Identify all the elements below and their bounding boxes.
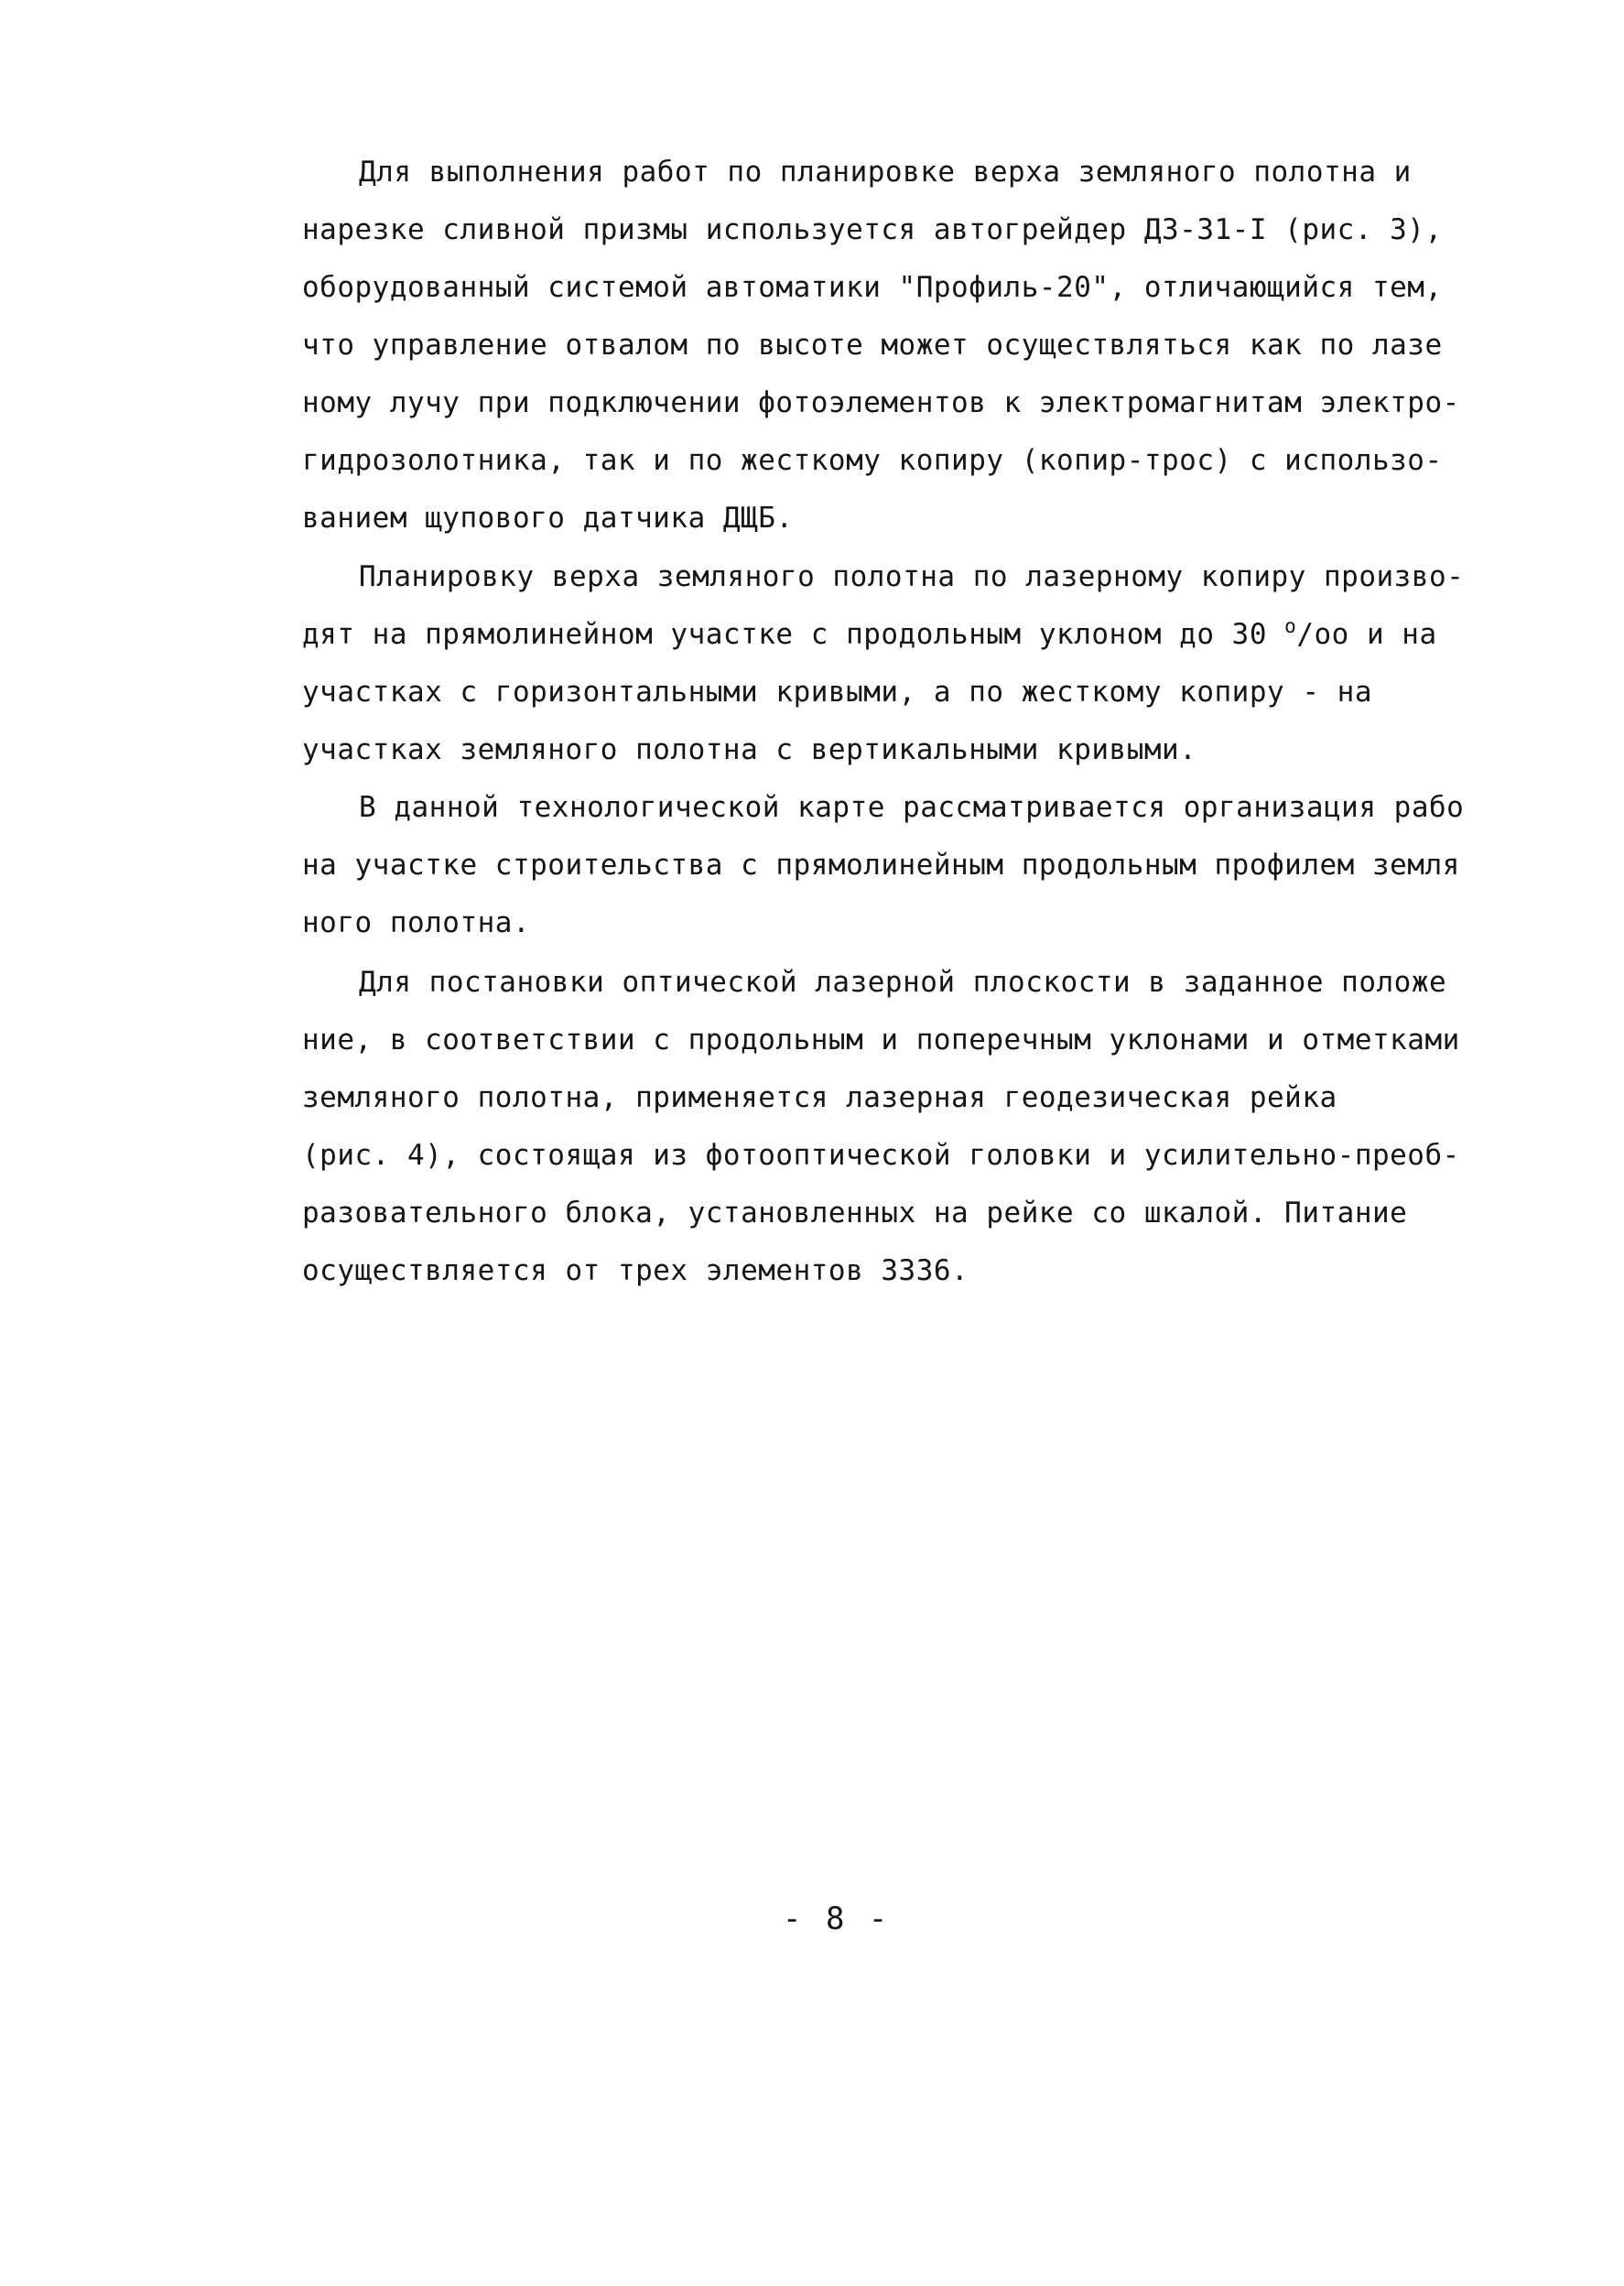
paragraph-3-line-3: ного полотна.: [302, 906, 531, 939]
paragraph-2-line-3: участках с горизонтальными кривыми, а по жесткому копиру - на: [302, 676, 1372, 709]
page-number: - 8 -: [783, 1901, 891, 1937]
paragraph-1-line-7: ванием щупового датчика ДЩБ.: [302, 502, 794, 535]
paragraph-4-line-1: Для постановки оптической лазерной плоскости в заданное положе: [359, 966, 1447, 999]
paragraph-4-line-5: разовательного блока, установленных на рейке со шкалой. Питание: [302, 1197, 1408, 1230]
paragraph-3-line-1: В данной технологической карте рассматривается организация рабо: [359, 791, 1465, 824]
paragraph-4-line-4: (рис. 4), состоящая из фотооптической головки и усилительно-преоб-: [302, 1139, 1460, 1172]
paragraph-1-line-3: оборудованный системой автоматики "Профиль-20", отличающийся тем,: [302, 271, 1443, 304]
paragraph-1-line-6: гидрозолотника, так и по жесткому копиру (копир-трос) с использо-: [302, 444, 1443, 477]
paragraph-4-line-6: осуществляется от трех элементов 3336.: [302, 1254, 969, 1287]
paragraph-2-line-2-text: дят на прямолинейном участке с продольным уклоном до 30: [302, 618, 1285, 651]
paragraph-1-line-1: Для выполнения работ по планировке верха земляного полотна и: [359, 156, 1412, 189]
paragraph-4-line-2: ние, в соответствии с продольным и поперечным уклонами и отметками: [302, 1024, 1460, 1056]
paragraph-2-line-2-tail: /oo и на: [1296, 618, 1437, 651]
paragraph-1-line-2: нарезке сливной призмы используется автогрейдер ДЗ-31-I (рис. 3),: [302, 213, 1443, 246]
paragraph-2-line-2: [302, 616, 1437, 655]
paragraph-1-line-5: ному лучу при подключении фотоэлементов к электромагнитам электро-: [302, 386, 1460, 419]
degree-superscript: o: [1284, 615, 1297, 637]
paragraph-3-line-2: на участке строительства с прямолинейным продольным профилем земля: [302, 849, 1460, 882]
paragraph-1-line-4: что управление отвалом по высоте может осуществляться как по лазе: [302, 329, 1443, 362]
paragraph-4-line-3: земляного полотна, применяется лазерная геодезическая рейка: [302, 1081, 1337, 1114]
paragraph-2-line-4: участках земляного полотна с вертикальными кривыми.: [302, 733, 1197, 766]
paragraph-2-line-1: Планировку верха земляного полотна по лазерному копиру произво-: [359, 560, 1465, 593]
